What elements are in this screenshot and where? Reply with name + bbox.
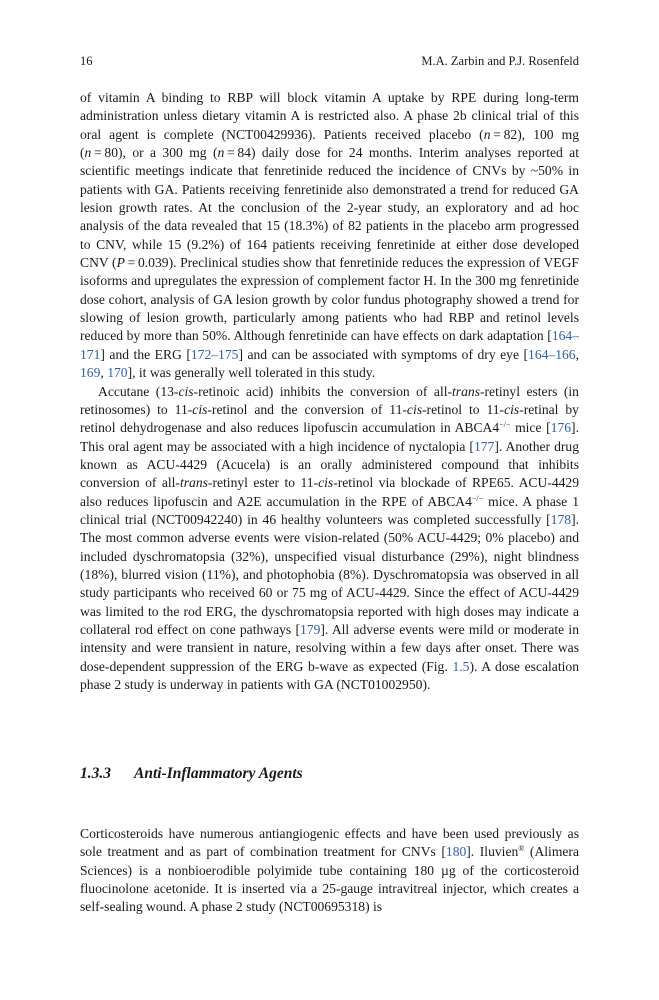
body-text-upper xyxy=(80,89,579,694)
body-text-lower xyxy=(80,825,579,917)
paragraph-fenretinide: of vitamin A binding to RBP will block vitamin A uptake by RPE during long-term administration unless dietary vitamin A is restricted also. A phase 2b clinical trial of this oral agent is complete (NCT00429936). Patients received placebo (n = 82), 100 mg (n = 80), or a 300 mg (n = 84) daily dose for 24 months. Interim analyses reported at scientific meetings indicate that fenretinide reduced the incidence of CNVs by ~50% in patients with GA. Patients receiving fenretinide also demonstrated a trend for reduced GA lesion growth rates. At the conclusion of the 2-year study, an exploratory and ad hoc analysis of the data revealed that 15 (18.3%) of 82 patients in the placebo arm progressed to CNV, while 15 (9.2%) of 164 patients receiving fenretinide at either dose developed CNV (P = 0.039). Preclinical studies show that fenretinide reduces the expression of VEGF isoforms and upregulates the expression of complement factor H. In the 300 mg fenretinide dose cohort, analysis of GA lesion growth by color fundus photography showed a trend for slowing of lesion growth, particularly among patients who had RBP and retinol levels reduced by more than 50%. Although fenretinide can have effects on dark adaptation [164–171] and the ERG [172–175] and can be associated with symptoms of dry eye [164–166, 169, 170], it was generally well tolerated in this study. xyxy=(80,90,579,381)
citation-link[interactable]: 180 xyxy=(445,844,467,860)
citation-link[interactable]: 169 xyxy=(80,365,101,381)
page-number: 16 xyxy=(80,54,93,68)
citation-link[interactable]: 164–166 xyxy=(528,346,576,362)
figure-link[interactable]: 1.5 xyxy=(452,658,470,674)
section-title: Anti-Inflammatory Agents xyxy=(134,765,303,782)
citation-link[interactable]: 164–171 xyxy=(80,328,579,362)
paragraph-accutane: Accutane (13-cis-retinoic acid) inhibits the conversion of all-trans-retinyl esters (in retinosomes) to 11-cis-retinol and the conversion of 11-cis-retinol to 11-cis-retinal by retinol dehydrogenase and also reduces lipofuscin accumulation in ABCA4−/− mice [176]. This oral agent may be associated with a high incidence of nyctalopia [177]. Another drug known as ACU-4429 (Acucela) is an orally administered compound that inhibits conversion of all-trans-retinyl ester to 11-cis-retinol via blockade of RPE65. ACU-4429 also reduces lipofuscin and A2E accumulation in the RPE of ABCA4−/− mice. A phase 1 clinical trial (NCT00942240) in 46 healthy volunteers was completed successfully [178]. The most common adverse events were vision-related (50% ACU-4429; 0% placebo) and included dyschromatopsia (32%), unspecified visual disturbance (29%), night blindness (18%), blurred vision (11%), and photophobia (8%). Dyschromatopsia was observed in all study participants who received 60 or 75 mg of ACU-4429. Since the effect of ACU-4429 was limited to the rod ERG, the dyschromatopsia reported with high doses may indicate a collateral rod effect on cone pathways [179]. All adverse events were mild or moderate in intensity and were transient in nature, resolving within a few days after onset. There was dose-dependent suppression of the ERG b-wave as expected (Fig. 1.5). A dose escalation phase 2 study is underway in patients with GA (NCT01002950). xyxy=(80,383,580,692)
section-heading xyxy=(80,764,579,784)
section-number: 1.3.3 xyxy=(80,765,111,782)
running-head-authors: M.A. Zarbin and P.J. Rosenfeld xyxy=(421,54,579,68)
citation-link[interactable]: 177 xyxy=(473,438,495,454)
citation-link[interactable]: 170 xyxy=(107,365,128,381)
citation-link[interactable]: 179 xyxy=(300,621,321,637)
citation-link[interactable]: 178 xyxy=(550,511,572,527)
citation-link[interactable]: 172–175 xyxy=(190,346,239,362)
citation-link[interactable]: 176 xyxy=(550,420,572,436)
paragraph-corticosteroids: Corticosteroids have numerous antiangiogenic effects and have been used previously as sole treatment and as part of combination treatment for CNVs [180]. Iluvien® (Alimera Sciences) is a nonbioerodible polyimide tube containing 180 µg of the corticosteroid fluocinolone acetonide. It is inserted via a 25-gauge intravitreal injector, which creates a self-sealing wound. A phase 2 study (NCT00695318) is xyxy=(80,826,579,915)
